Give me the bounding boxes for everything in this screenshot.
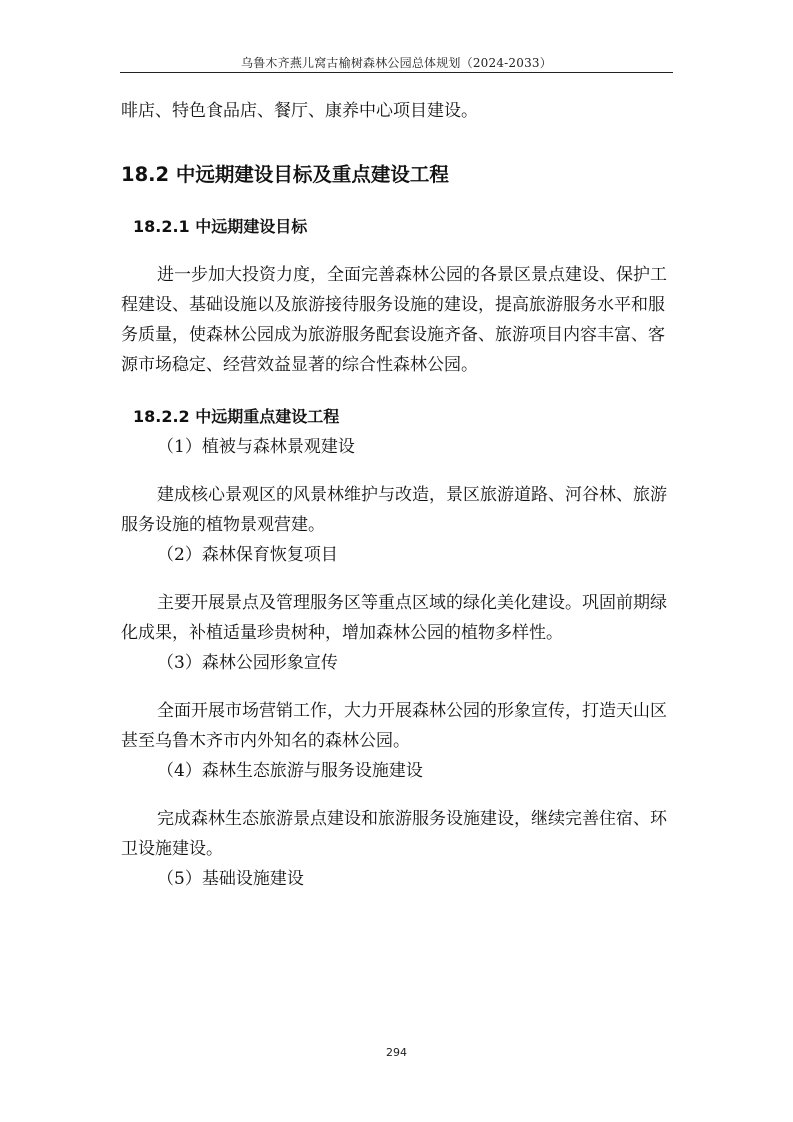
item-label-5: （5）基础设施建设 (157, 869, 304, 889)
item-label-3: （3）森林公园形象宣传 (157, 653, 338, 673)
carryover-paragraph: 啡店、特色食品店、餐厅、康养中心项目建设。 (121, 101, 478, 121)
subsection-heading-1: 18.2.1 中远期建设目标 (133, 217, 308, 236)
page-body (121, 96, 673, 894)
goal-paragraph: 进一步加大投资力度，全面完善森林公园的各景区景点建设、保护工程建设、基础设施以及旅游接待服务设施的建设，提高旅游服务水平和服务质量，使森林公园成为旅游服务配套设施齐备、旅游项目内容丰富、客源市场稳定、经营效益显著的综合性森林公园。 (121, 265, 667, 375)
header-rule (120, 72, 673, 73)
item-text-1: 建成核心景观区的风景林维护与改造，景区旅游道路、河谷林、旅游服务设施的植物景观营建。 (121, 485, 667, 535)
item-text-4: 完成森林生态旅游景点建设和旅游服务设施建设，继续完善住宿、环卫设施建设。 (121, 809, 667, 859)
item-label-2: （2）森林保育恢复项目 (157, 545, 338, 565)
item-label-4: （4）森林生态旅游与服务设施建设 (157, 761, 423, 781)
section-heading: 18.2 中远期建设目标及重点建设工程 (121, 163, 449, 186)
page-number: 294 (386, 1046, 407, 1059)
running-header: 乌鲁木齐燕儿窝古榆树森林公园总体规划（2024-2033） (241, 56, 552, 70)
item-text-2: 主要开展景点及管理服务区等重点区域的绿化美化建设。巩固前期绿化成果，补植适量珍贵树种，增加森林公园的植物多样性。 (121, 593, 667, 643)
subsection-heading-2: 18.2.2 中远期重点建设工程 (133, 407, 340, 426)
item-label-1: （1）植被与森林景观建设 (157, 437, 355, 457)
item-text-3: 全面开展市场营销工作，大力开展森林公园的形象宣传，打造天山区甚至乌鲁木齐市内外知名的森林公园。 (121, 701, 667, 751)
